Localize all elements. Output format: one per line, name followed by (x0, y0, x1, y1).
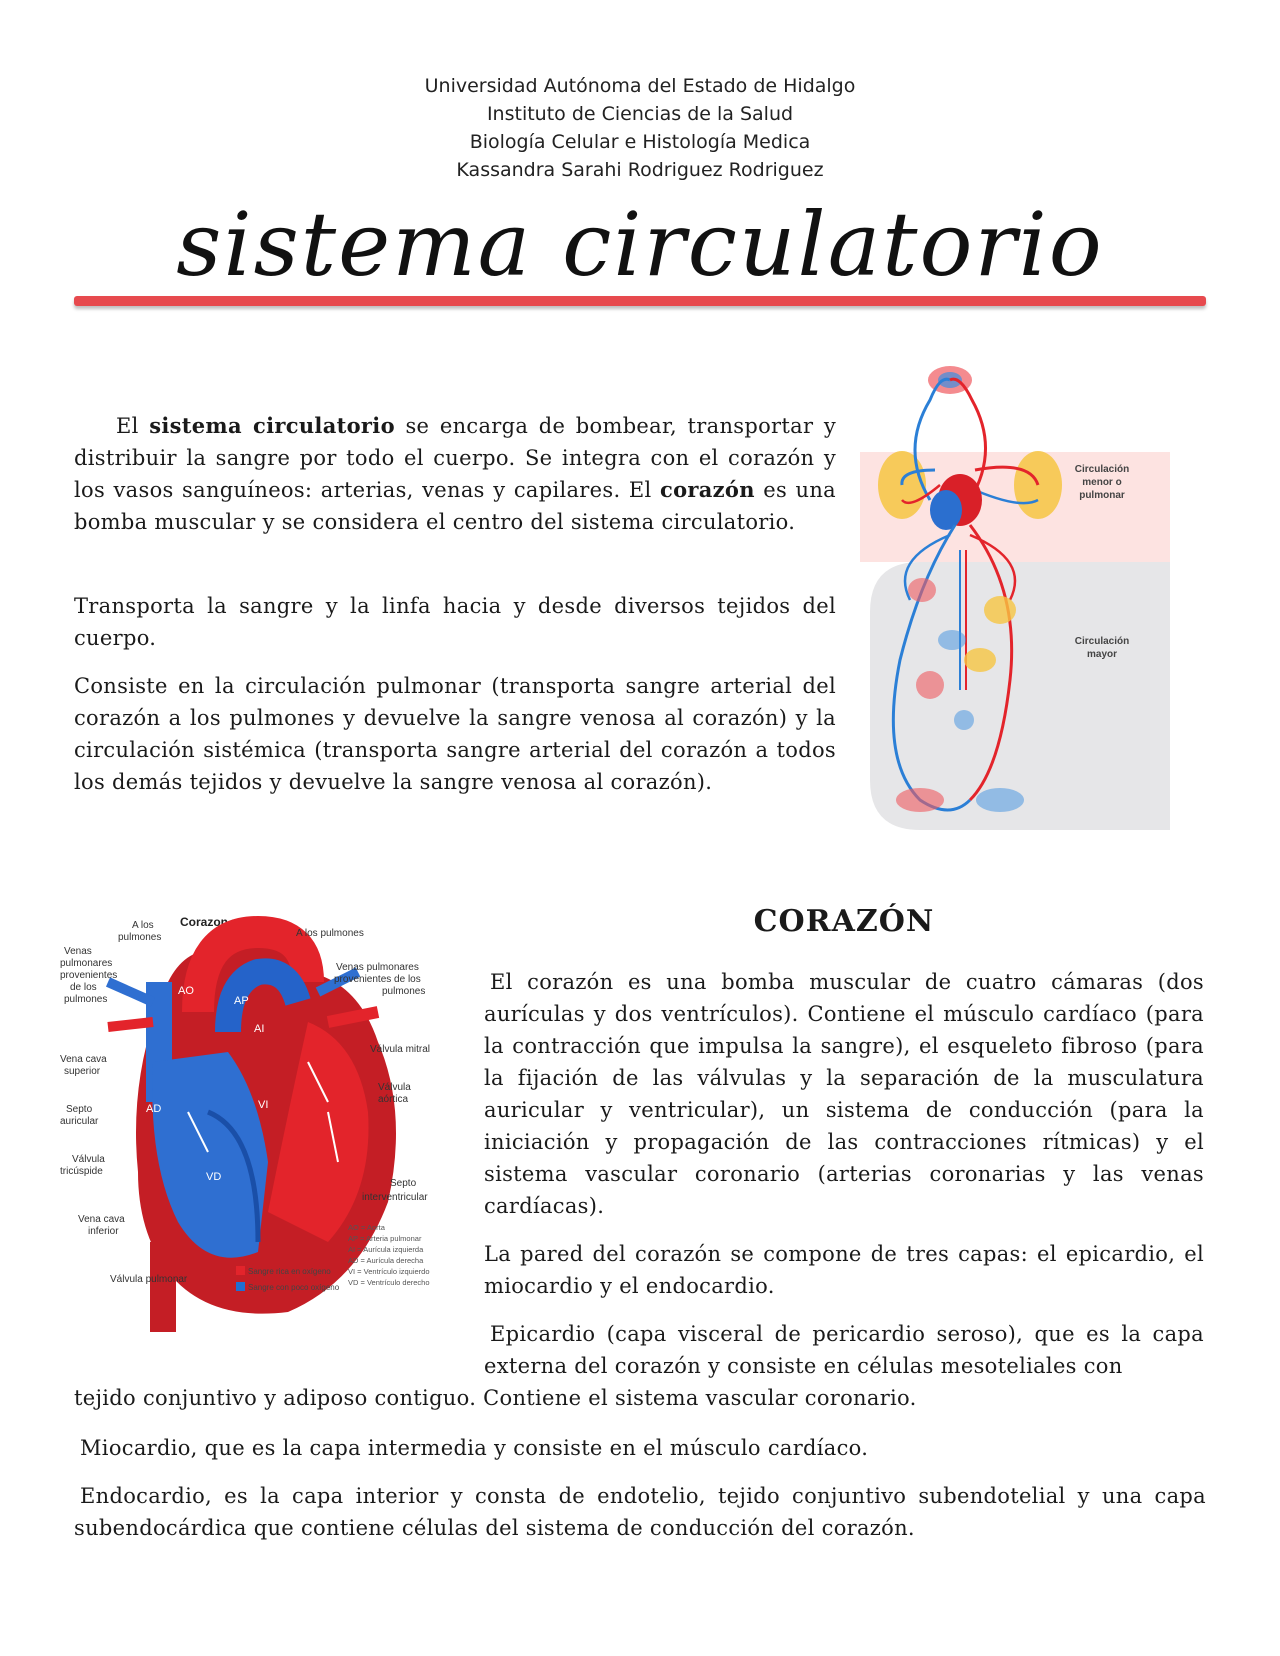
label-menor-2: menor o (1082, 477, 1122, 488)
svg-text:VD = Ventrículo derecho: VD = Ventrículo derecho (348, 1278, 430, 1287)
label-mayor-2: mayor (1086, 649, 1118, 660)
svg-text:Septo: Septo (66, 1104, 93, 1115)
svg-text:provenientes: provenientes (60, 970, 118, 981)
chamber-vi: VI (258, 1099, 269, 1111)
legend-red-swatch (236, 1266, 245, 1275)
svg-text:inferior: inferior (88, 1226, 119, 1237)
title-underline (74, 296, 1206, 306)
svg-text:Vena cava: Vena cava (78, 1214, 125, 1225)
label-mayor-1: Circulación (1074, 636, 1130, 647)
svg-text:pulmones: pulmones (382, 986, 426, 997)
circulation-diagram (860, 360, 1180, 830)
chamber-ap: AP (234, 995, 249, 1007)
svg-text:Válvula: Válvula (72, 1154, 105, 1165)
chamber-ao: AO (178, 985, 194, 997)
intro-paragraph-2: Transporta la sangre y la linfa hacia y desde diversos tejidos del cuerpo. (74, 594, 836, 650)
svg-text:AD = Aurícula derecha: AD = Aurícula derecha (348, 1256, 424, 1265)
institute-name: Instituto de Ciencias de la Salud (486, 103, 794, 125)
endocardio-paragraph: Endocardio, es la capa interior y consta de endotelio, tejido conjuntivo subendotelial y una capa subendocárdica que contiene células del sistema de conducción del corazón. (74, 1484, 1206, 1540)
label-menor-1: Circulación (1074, 464, 1130, 475)
svg-text:Válvula: Válvula (378, 1082, 411, 1093)
page-title: sistema circulatorio (176, 193, 1104, 296)
course-name: Biología Celular e Histología Medica (469, 131, 811, 153)
svg-text:AO = Aorta: AO = Aorta (348, 1223, 385, 1232)
miocardio-paragraph: Miocardio, que es la capa intermedia y consiste en el músculo cardíaco. (80, 1436, 869, 1460)
svg-text:Septo: Septo (390, 1178, 417, 1189)
svg-text:pulmonares: pulmonares (60, 958, 113, 969)
intro-paragraph-1: El sistema circulatorio se encarga de bombear, transportar y distribuir la sangre por todo el cuerpo. Se integra con el corazón y los vasos sanguíneos: arterias, venas y capilares. El corazón es una bomba muscular y se considera el centro del sistema circulatorio. (74, 413, 837, 534)
heart-title: Corazon normal (180, 915, 272, 929)
svg-text:VI = Ventrículo izquierdo: VI = Ventrículo izquierdo (348, 1267, 430, 1276)
svg-text:A los: A los (132, 920, 154, 931)
epicardio-paragraph-continued: tejido conjuntivo y adiposo contiguo. Contiene el sistema vascular coronario. (74, 1386, 917, 1410)
university-name: Universidad Autónoma del Estado de Hidalgo (424, 75, 856, 97)
svg-text:provenientes de los: provenientes de los (334, 974, 421, 985)
svg-text:AP = Arteria pulmonar: AP = Arteria pulmonar (348, 1234, 422, 1243)
svg-text:Válvula pulmonar: Válvula pulmonar (110, 1274, 188, 1285)
svg-text:interventricular: interventricular (362, 1192, 428, 1203)
legend-blue-swatch (236, 1282, 245, 1291)
heart-diagram (58, 912, 468, 1380)
svg-text:superior: superior (64, 1066, 101, 1077)
svg-text:Vena cava: Vena cava (60, 1054, 107, 1065)
svg-text:AI = Aurícula izquierda: AI = Aurícula izquierda (348, 1245, 424, 1254)
svg-text:de los: de los (70, 982, 97, 993)
svg-text:A los pulmones: A los pulmones (296, 928, 364, 939)
svg-text:pulmones: pulmones (64, 994, 108, 1005)
corazon-paragraph-2: La pared del corazón se compone de tres capas: el epicardio, el miocardio y el endocardio. (484, 1242, 1204, 1298)
svg-text:Venas pulmonares: Venas pulmonares (336, 962, 419, 973)
intro-paragraph-3: Consiste en la circulación pulmonar (transporta sangre arterial del corazón a los pulmones y devuelve la sangre venosa al corazón) y la circulación sistémica (transporta sangre arterial del corazón a todos los demás tejidos y devuelve la sangre venosa al corazón). (74, 674, 836, 794)
author-name: Kassandra Sarahi Rodriguez Rodriguez (456, 159, 824, 181)
corazon-paragraph-1: El corazón es una bomba muscular de cuatro cámaras (dos aurículas y dos ventrículos). Contiene el músculo cardíaco (para la contracción que impulsa la sangre), el esqueleto fibroso (para la fijación de las válvulas y la separación de la musculatura auricular y ventricular), un sistema de conducción (para la iniciación y propagación de las contracciones rítmicas) y el sistema vascular coronario (arterias coronarias y las venas cardíacas). (484, 970, 1204, 1218)
svg-text:auricular: auricular (60, 1116, 99, 1127)
epicardio-paragraph: Epicardio (capa visceral de pericardio seroso), que es la capa externa del corazón y consiste en células mesoteliales con (484, 1322, 1204, 1378)
document-header (0, 72, 1280, 184)
svg-text:aórtica: aórtica (378, 1094, 409, 1105)
svg-text:Venas: Venas (64, 946, 92, 957)
section-title-corazon: CORAZÓN (753, 904, 935, 939)
svg-text:pulmones: pulmones (118, 932, 162, 943)
chamber-vd: VD (206, 1171, 222, 1183)
svg-text:Válvula mitral: Válvula mitral (370, 1044, 431, 1055)
legend-red-label: Sangre rica en oxígeno (248, 1267, 331, 1276)
label-menor-3: pulmonar (1079, 490, 1125, 501)
svg-text:tricúspide: tricúspide (60, 1166, 103, 1177)
chamber-ad: AD (146, 1103, 162, 1115)
legend-blue-label: Sangre con poco oxígeno (248, 1283, 340, 1292)
chamber-ai: AI (254, 1023, 265, 1035)
